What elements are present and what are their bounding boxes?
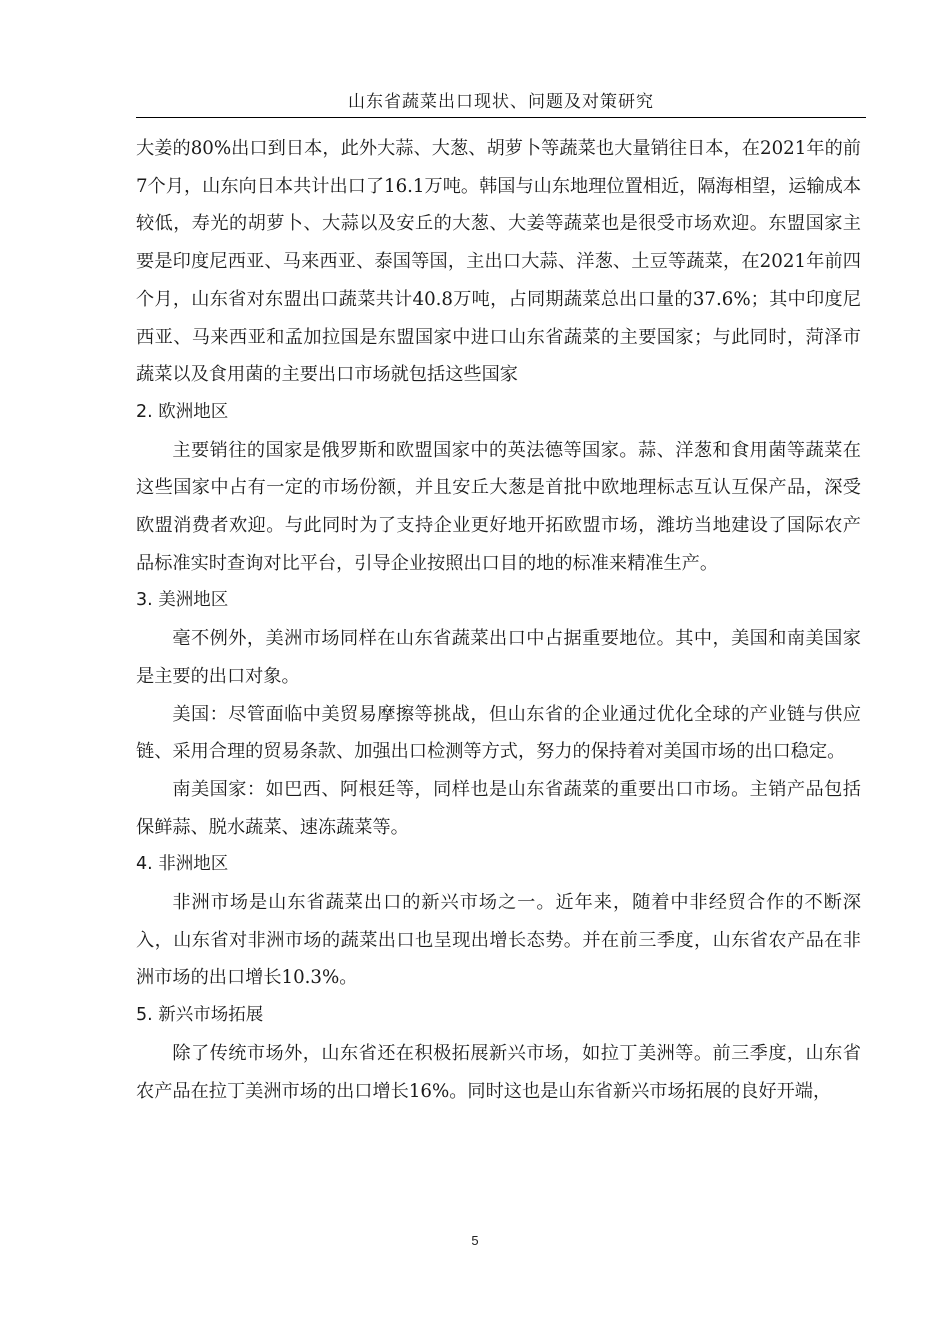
section-heading-america: 3. 美洲地区	[136, 590, 229, 611]
paragraph-south-america: 南美国家：如巴西、阿根廷等，同样也是山东省蔬菜的重要出口市场。主销产品包括保鲜蒜、脱水蔬菜、速冻蔬菜等。	[136, 778, 861, 838]
section-heading-emerging-markets: 5. 新兴市场拓展	[136, 1005, 264, 1026]
running-header: 山东省蔬菜出口现状、问题及对策研究	[348, 92, 654, 112]
paragraph-america: 毫不例外，美洲市场同样在山东省蔬菜出口中占据重要地位。其中，美国和南美国家是主要的出口对象。	[136, 628, 861, 687]
body-text	[136, 130, 861, 1110]
page-number: 5	[471, 1233, 479, 1248]
paragraph-usa: 美国：尽管面临中美贸易摩擦等挑战，但山东省的企业通过优化全球的产业链与供应链、采用合理的贸易条款、加强出口检测等方式，努力的保持着对美国市场的出口稳定。	[136, 703, 861, 763]
paragraph-africa: 非洲市场是山东省蔬菜出口的新兴市场之一。近年来，随着中非经贸合作的不断深入，山东省对非洲市场的蔬菜出口也呈现出增长态势。并在前三季度，山东省农产品在非洲市场的出口增长10.3%。	[136, 892, 861, 989]
section-heading-africa: 4. 非洲地区	[136, 854, 229, 875]
header-rule	[136, 117, 866, 118]
section-heading-europe: 2. 欧洲地区	[136, 401, 229, 422]
paragraph-intro: 大姜的80%出口到日本，此外大蒜、大葱、胡萝卜等蔬菜也大量销往日本，在2021年的前7个月，山东向日本共计出口了16.1万吨。韩国与山东地理位置相近，隔海相望，运输成本较低，寿光的胡萝卜、大蒜以及安丘的大葱、大姜等蔬菜也是很受市场欢迎。东盟国家主要是印度尼西亚、马来西亚、泰国等国，主出口大蒜、洋葱、土豆等蔬菜，在2021年前四个月，山东省对东盟出口蔬菜共计40.8万吨，占同期蔬菜总出口量的37.6%；其中印度尼西亚、马来西亚和孟加拉国是东盟国家中进口山东省蔬菜的主要国家；与此同时，菏泽市蔬菜以及食用菌的主要出口市场就包括这些国家	[136, 138, 862, 386]
paragraph-emerging-markets: 除了传统市场外，山东省还在积极拓展新兴市场，如拉丁美洲等。前三季度，山东省农产品在拉丁美洲市场的出口增长16%。同时这也是山东省新兴市场拓展的良好开端，	[136, 1042, 861, 1102]
paragraph-europe: 主要销往的国家是俄罗斯和欧盟国家中的英法德等国家。蒜、洋葱和食用菌等蔬菜在这些国家中占有一定的市场份额，并且安丘大葱是首批中欧地理标志互认互保产品，深受欧盟消费者欢迎。与此同时为了支持企业更好地开拓欧盟市场，潍坊当地建设了国际农产品标准实时查询对比平台，引导企业按照出口目的地的标准来精准生产。	[136, 439, 861, 574]
